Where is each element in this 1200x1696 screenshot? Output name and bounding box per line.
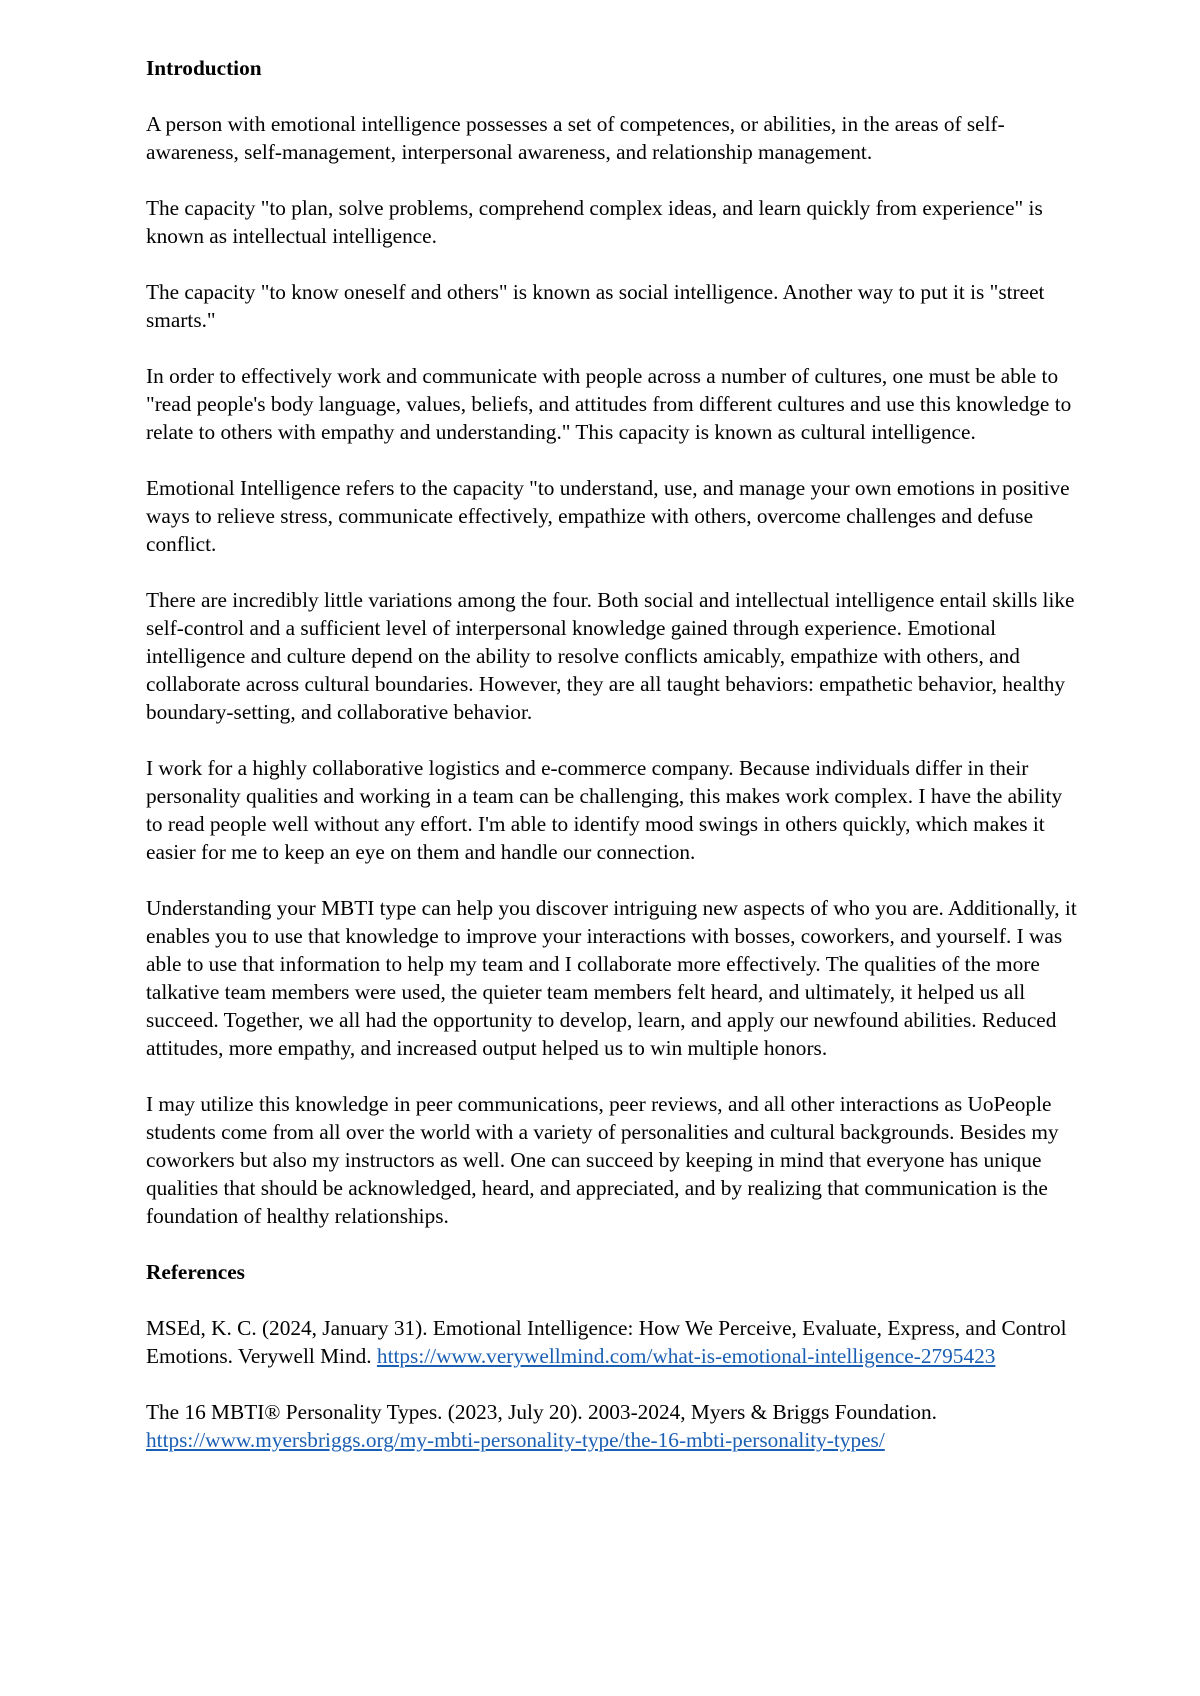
- paragraph-intellectual-intelligence: The capacity "to plan, solve problems, comprehend complex ideas, and learn quickly from experience" is known as intellectual intelligence.: [146, 196, 1043, 248]
- paragraph-mbti: Understanding your MBTI type can help you discover intriguing new aspects of who you are. Additionally, it enables you to use that knowledge to improve your interactions with bosses, coworkers, and yourself. I was able to use that information to help my team and I collaborate more effectively. The qualities of the more talkative team members were used, the quieter team members felt heard, and ultimately, it helped us all succeed. Together, we all had the opportunity to develop, learn, and apply our newfound abilities. Reduced attitudes, more empathy, and increased output helped us to win multiple honors.: [146, 896, 1077, 1060]
- paragraph-workplace: I work for a highly collaborative logistics and e-commerce company. Because individuals differ in their personality qualities and working in a team can be challenging, this makes work complex. I have the ability to read people well without any effort. I'm able to identify mood swings in others quickly, which makes it easier for me to keep an eye on them and handle our connection.: [146, 756, 1063, 864]
- paragraph-emotional-intelligence-capacity: Emotional Intelligence refers to the capacity "to understand, use, and manage your own emotions in positive ways to relieve stress, communicate effectively, empathize with others, overcome challenges and defuse conflict.: [146, 476, 1070, 556]
- paragraph-application: I may utilize this knowledge in peer communications, peer reviews, and all other interactions as UoPeople students come from all over the world with a variety of personalities and cultural backgrounds. Besides my coworkers but also my instructors as well. One can succeed by keeping in mind that everyone has unique qualities that should be acknowledged, heard, and appreciated, and by realizing that communication is the foundation of healthy relationships.: [146, 1092, 1059, 1228]
- reference-item: [146, 1314, 1080, 1370]
- reference-text: The 16 MBTI® Personality Types. (2023, July 20). 2003-2024, Myers & Briggs Foundation.: [146, 1400, 937, 1424]
- introduction-heading: Introduction: [146, 56, 262, 80]
- reference-text: MSEd, K. C. (2024, January 31). Emotional Intelligence: How We Perceive, Evaluate, Express, and Control Emotions. Verywell Mind.: [146, 1316, 1067, 1368]
- reference-link[interactable]: https://www.verywellmind.com/what-is-emotional-intelligence-2795423: [376, 1344, 996, 1368]
- reference-item: [146, 1398, 1080, 1454]
- paragraph-cultural-intelligence: In order to effectively work and communicate with people across a number of cultures, one must be able to "read people's body language, values, beliefs, and attitudes from different cultures and use this knowledge to relate to others with empathy and understanding." This capacity is known as cultural intelligence.: [146, 364, 1072, 444]
- paragraph-social-intelligence: The capacity "to know oneself and others" is known as social intelligence. Another way to put it is "street smarts.": [146, 280, 1045, 332]
- reference-link[interactable]: https://www.myersbriggs.org/my-mbti-personality-type/the-16-mbti-personality-types/: [146, 1428, 885, 1452]
- paragraph-variations: There are incredibly little variations among the four. Both social and intellectual intelligence entail skills like self-control and a sufficient level of interpersonal knowledge gained through experience. Emotional intelligence and culture depend on the ability to resolve conflicts amicably, empathize with others, and collaborate across cultural boundaries. However, they are all taught behaviors: empathetic behavior, healthy boundary-setting, and collaborative behavior.: [146, 588, 1075, 724]
- references-heading: References: [146, 1260, 245, 1284]
- paragraph-emotional-intelligence-definition: A person with emotional intelligence possesses a set of competences, or abilities, in the areas of self-awareness, self-management, interpersonal awareness, and relationship management.: [146, 112, 1005, 164]
